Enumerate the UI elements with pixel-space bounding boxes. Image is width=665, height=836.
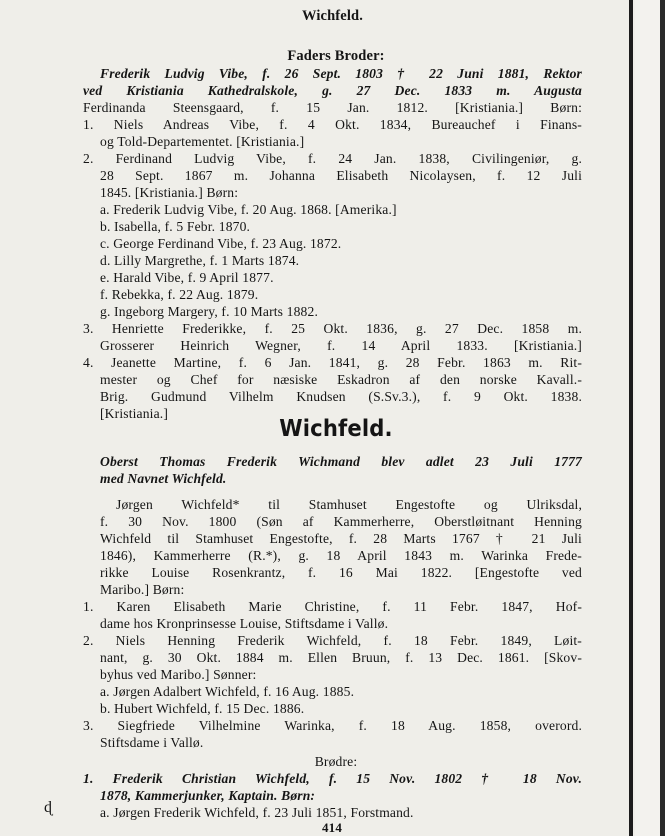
text-line: Wichfeld til Stamhuset Engestofte, f. 28 Marts 1767 † 21 Juli	[100, 531, 582, 546]
margin-mark: ɖ	[44, 799, 53, 816]
section-heading-faders-broder: Faders Broder:	[287, 48, 385, 64]
text-line: 3. Henriette Frederikke, f. 25 Okt. 1836, g. 27 Dec. 1858 m.	[83, 321, 582, 336]
text-line: 1. Karen Elisabeth Marie Christine, f. 11 Febr. 1847, Hof-	[83, 599, 582, 614]
text-line: Brig. Gudmund Vilhelm Knudsen (S.Sv.3.), f. 9 Okt. 1838.	[100, 389, 582, 404]
text-line: Maribo.] Børn:	[100, 582, 185, 597]
list-item: b. Isabella, f. 5 Febr. 1870.	[100, 219, 251, 234]
text-line: nant, g. 30 Okt. 1884 m. Ellen Bruun, f. 13 Dec. 1861. [Skov-	[100, 650, 582, 665]
text-line: Stiftsdame i Vallø.	[100, 735, 204, 750]
page-edge-line	[660, 0, 665, 836]
list-item: a. Jørgen Frederik Wichfeld, f. 23 Juli 1851, Forstmand.	[100, 805, 414, 820]
text-line: 1878, Kammerjunker, Kaptain. Børn:	[100, 788, 316, 803]
page-number: 414	[322, 820, 342, 835]
list-item: e. Harald Vibe, f. 9 April 1877.	[100, 270, 274, 285]
text-line: 1. Niels Andreas Vibe, f. 4 Okt. 1834, Bureauchef i Finans-	[83, 117, 582, 132]
intro-line: Oberst Thomas Frederik Wichmand blev adlet 23 Juli 1777	[100, 454, 582, 469]
list-item: b. Hubert Wichfeld, f. 15 Dec. 1886.	[100, 701, 305, 716]
text-line: 2. Ferdinand Ludvig Vibe, f. 24 Jan. 1838, Civilingeniør, g.	[83, 151, 582, 166]
intro-line: med Navnet Wichfeld.	[100, 471, 227, 486]
text-line: 1845. [Kristiania.] Børn:	[100, 185, 239, 200]
list-item: a. Jørgen Adalbert Wichfeld, f. 16 Aug. 1885.	[100, 684, 355, 699]
text-line: Grosserer Heinrich Wegner, f. 14 April 1833. [Kristiania.]	[100, 338, 582, 353]
text-line: og Told-Departementet. [Kristiania.]	[100, 134, 305, 149]
text-line: Ferdinanda Steensgaard, f. 15 Jan. 1812. [Kristiania.] Børn:	[83, 100, 582, 115]
text-line: 28 Sept. 1867 m. Johanna Elisabeth Nicolaysen, f. 12 Juli	[100, 168, 582, 183]
family-title: Wichfeld.	[279, 416, 393, 442]
text-line: ved Kristiania Kathedralskole, g. 27 Dec. 1833 m. Augusta	[83, 83, 582, 98]
text-line: [Kristiania.]	[100, 406, 169, 421]
text-line: 1846), Kammerherre (R.*), g. 18 April 1843 m. Warinka Frede-	[100, 548, 582, 563]
subheading-brodre: Brødre:	[314, 754, 358, 769]
text-line: 2. Niels Henning Frederik Wichfeld, f. 18 Febr. 1849, Løit-	[83, 633, 582, 648]
list-item: g. Ingeborg Margery, f. 10 Marts 1882.	[100, 304, 319, 319]
text-line: dame hos Kronprinsesse Louise, Stiftsdame i Vallø.	[100, 616, 389, 631]
text-line: Frederik Ludvig Vibe, f. 26 Sept. 1803 † 22 Juni 1881, Rektor	[100, 66, 582, 81]
text-line: 1. Frederik Christian Wichfeld, f. 15 Nov. 1802 † 18 Nov.	[83, 771, 582, 786]
page-gutter-line	[629, 0, 633, 836]
text-line: byhus ved Maribo.] Sønner:	[100, 667, 257, 682]
text-line: f. 30 Nov. 1800 (Søn af Kammerherre, Oberstløitnant Henning	[100, 514, 582, 529]
list-item: a. Frederik Ludvig Vibe, f. 20 Aug. 1868. [Amerika.]	[100, 202, 397, 217]
text-line: 4. Jeanette Martine, f. 6 Jan. 1841, g. 28 Febr. 1863 m. Rit-	[83, 355, 582, 370]
list-item: d. Lilly Margrethe, f. 1 Marts 1874.	[100, 253, 300, 268]
list-item: c. George Ferdinand Vibe, f. 23 Aug. 1872.	[100, 236, 342, 251]
text-line: 3. Siegfriede Vilhelmine Warinka, f. 18 Aug. 1858, overord.	[83, 718, 582, 733]
text-line: Jørgen Wichfeld* til Stamhuset Engestofte og Ulriksdal,	[116, 497, 582, 512]
text-line: mester og Chef for næsiske Eskadron af den norske Kavall.-	[100, 372, 582, 387]
running-head: Wichfeld.	[301, 8, 364, 24]
text-line: rikke Louise Rosenkrantz, f. 16 Mai 1822. [Engestofte ved	[100, 565, 582, 580]
list-item: f. Rebekka, f. 22 Aug. 1879.	[100, 287, 259, 302]
